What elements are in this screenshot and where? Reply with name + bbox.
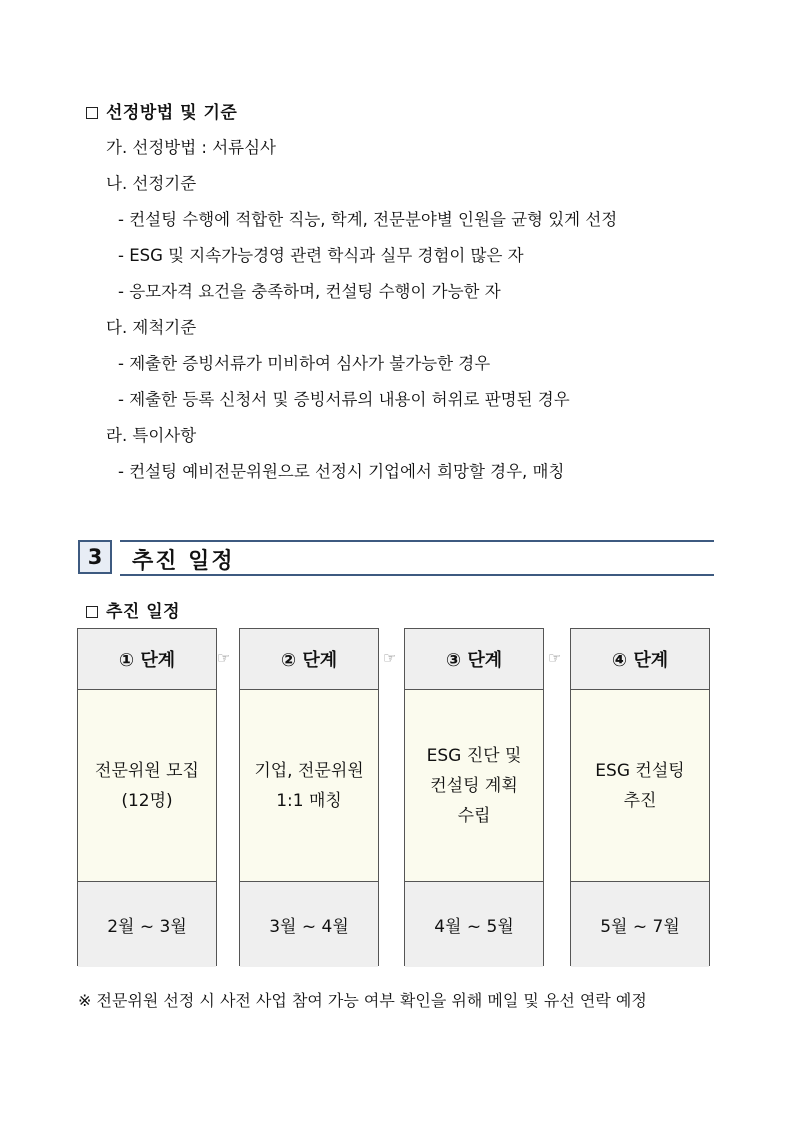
stage-card-4 xyxy=(570,628,710,966)
stage-card-3 xyxy=(404,628,544,966)
criteria-method: 가. 선정방법 : 서류심사 xyxy=(106,138,276,157)
section-title: 추진 일정 xyxy=(132,549,235,574)
stage-period: 2월 ~ 3월 xyxy=(78,882,216,967)
checkbox-square-icon xyxy=(86,606,98,618)
stage-period: 4월 ~ 5월 xyxy=(405,882,543,967)
stage-card-2 xyxy=(239,628,379,966)
stage-title: ① 단계 xyxy=(78,629,216,690)
stage-period: 3월 ~ 4월 xyxy=(240,882,378,967)
stage-description: ESG 진단 및 컨설팅 계획 수립 xyxy=(405,690,543,882)
criteria-standard-item: - 응모자격 요건을 충족하며, 컨설팅 수행이 가능한 자 xyxy=(118,282,501,301)
stage-description: ESG 컨설팅 추진 xyxy=(571,690,709,882)
criteria-exclusion-title: 다. 제척기준 xyxy=(106,318,197,337)
criteria-standard-item: - 컨설팅 수행에 적합한 직능, 학계, 전문분야별 인원을 균형 있게 선정 xyxy=(118,210,618,229)
stage-title: ② 단계 xyxy=(240,629,378,690)
stage-title: ④ 단계 xyxy=(571,629,709,690)
pointing-hand-icon: ☞ xyxy=(383,649,397,667)
criteria-standard-title: 나. 선정기준 xyxy=(106,174,197,193)
stage-title: ③ 단계 xyxy=(405,629,543,690)
criteria-special-item: - 컨설팅 예비전문위원으로 선정시 기업에서 희망할 경우, 매칭 xyxy=(118,462,565,481)
criteria-special-title: 라. 특이사항 xyxy=(106,426,197,445)
pointing-hand-icon: ☞ xyxy=(217,649,231,667)
section-title-bar xyxy=(120,540,714,576)
criteria-heading: 선정방법 및 기준 xyxy=(86,98,237,123)
section-number: 3 xyxy=(78,540,112,574)
checkbox-square-icon xyxy=(86,107,98,119)
footnote: ※ 전문위원 선정 시 사전 사업 참여 가능 여부 확인을 위해 메일 및 유선 연락 예정 xyxy=(78,991,647,1010)
stage-description: 전문위원 모집 (12명) xyxy=(78,690,216,882)
schedule-heading: 추진 일정 xyxy=(86,597,180,622)
stage-card-1 xyxy=(77,628,217,966)
stage-period: 5월 ~ 7월 xyxy=(571,882,709,967)
stage-description: 기업, 전문위원 1:1 매칭 xyxy=(240,690,378,882)
criteria-exclusion-item: - 제출한 등록 신청서 및 증빙서류의 내용이 허위로 판명된 경우 xyxy=(118,390,570,409)
criteria-standard-item: - ESG 및 지속가능경영 관련 학식과 실무 경험이 많은 자 xyxy=(118,246,524,265)
criteria-exclusion-item: - 제출한 증빙서류가 미비하여 심사가 불가능한 경우 xyxy=(118,354,491,373)
pointing-hand-icon: ☞ xyxy=(548,649,562,667)
